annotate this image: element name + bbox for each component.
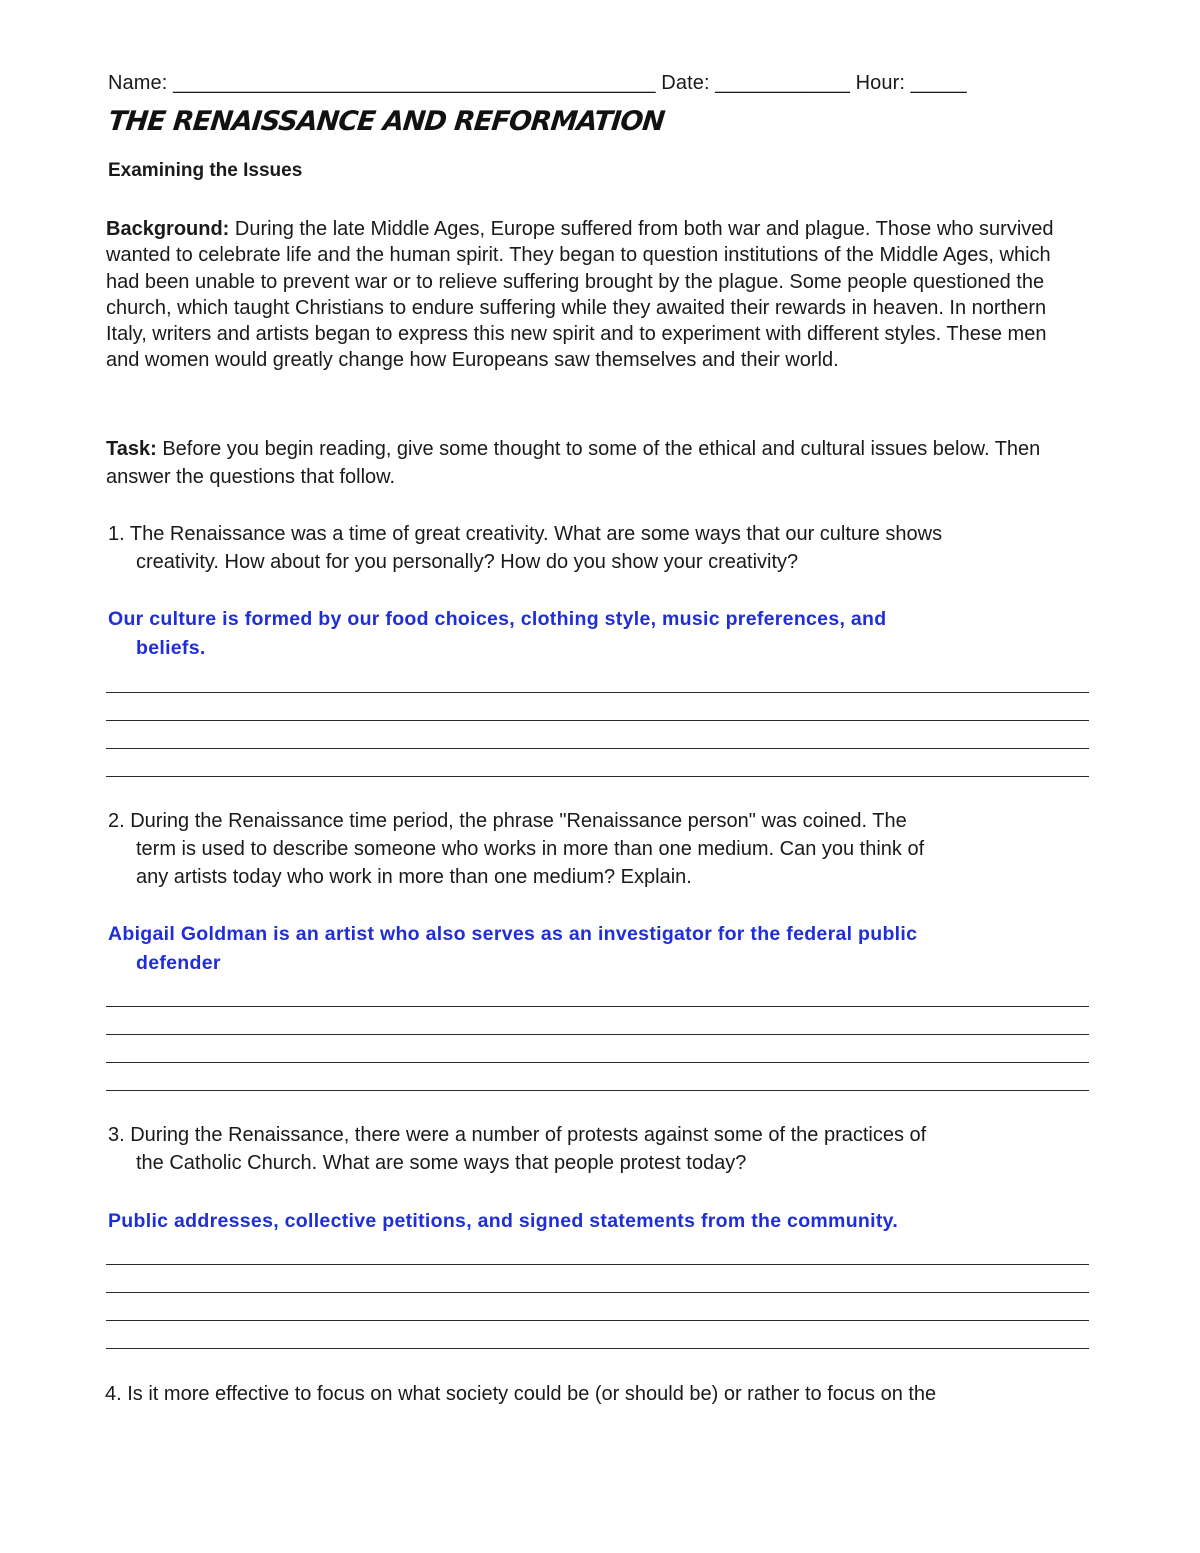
answer-2-line-1: Abigail Goldman is an artist who also serves as an investigator for the federal public	[108, 923, 918, 945]
question-3	[108, 1121, 1028, 1177]
task-text: Before you begin reading, give some thought to some of the ethical and cultural issues below. Then answer the questions that follow.	[106, 438, 1041, 488]
question-4-line-1: 4. Is it more effective to focus on what society could be (or should be) or rather to focus on the	[105, 1383, 937, 1405]
answer-1	[108, 605, 1008, 663]
question-4	[105, 1380, 1025, 1408]
task-paragraph	[106, 435, 1066, 491]
answer-3-line-1: Public addresses, collective petitions, and signed statements from the community.	[108, 1210, 899, 1232]
answer-line	[106, 692, 1089, 693]
answer-1-line-1: Our culture is formed by our food choices, clothing style, music preferences, and	[108, 608, 887, 630]
answer-line	[106, 1006, 1089, 1007]
task-label: Task:	[106, 438, 157, 460]
answer-line	[106, 720, 1089, 721]
answer-line	[106, 1292, 1089, 1293]
answer-3	[108, 1207, 1008, 1236]
question-3-line-1: 3. During the Renaissance, there were a number of protests against some of the practices of	[108, 1124, 927, 1146]
question-2-line-1: 2. During the Renaissance time period, the phrase "Renaissance person" was coined. The	[108, 810, 907, 832]
question-1-line-2: creativity. How about for you personally? How do you show your creativity?	[136, 551, 799, 573]
answer-line	[106, 1320, 1089, 1321]
answer-line	[106, 1062, 1089, 1063]
section-subheading: Examining the Issues	[108, 160, 303, 181]
answer-line	[106, 1090, 1089, 1091]
answer-line	[106, 776, 1089, 777]
answer-2	[108, 920, 1008, 978]
question-3-line-2: the Catholic Church. What are some ways that people protest today?	[136, 1152, 747, 1174]
background-paragraph	[106, 216, 1066, 374]
question-2-line-3: any artists today who work in more than one medium? Explain.	[136, 866, 692, 888]
question-2	[108, 807, 1028, 891]
question-2-line-2: term is used to describe someone who works in more than one medium. Can you think of	[136, 838, 925, 860]
answer-2-line-2: defender	[136, 952, 221, 974]
answer-line	[106, 1034, 1089, 1035]
answer-line	[106, 748, 1089, 749]
background-label: Background:	[106, 218, 230, 240]
answer-line	[106, 1264, 1089, 1265]
answer-1-line-2: beliefs.	[136, 637, 206, 659]
question-1-line-1: 1. The Renaissance was a time of great creativity. What are some ways that our culture shows	[108, 523, 943, 545]
question-1	[108, 520, 1028, 576]
answer-line	[106, 1348, 1089, 1349]
page-title: THE RENAISSANCE AND REFORMATION	[106, 106, 666, 137]
background-text: During the late Middle Ages, Europe suffered from both war and plague. Those who survived wanted to celebrate life and the human spirit. They began to question institutions of the Middle Ages, which had been unable to prevent war or to relieve suffering brought by the plague. Some people questioned the church, which taught Christians to endure suffering while they awaited their rewards in heaven. In northern Italy, writers and artists began to express this new spirit and to experiment with different styles. These men and women would greatly change how Europeans saw themselves and their world.	[106, 218, 1054, 372]
name-date-hour-line: Name: ___________________________________________ Date: ____________ Hour: _____	[108, 72, 967, 94]
